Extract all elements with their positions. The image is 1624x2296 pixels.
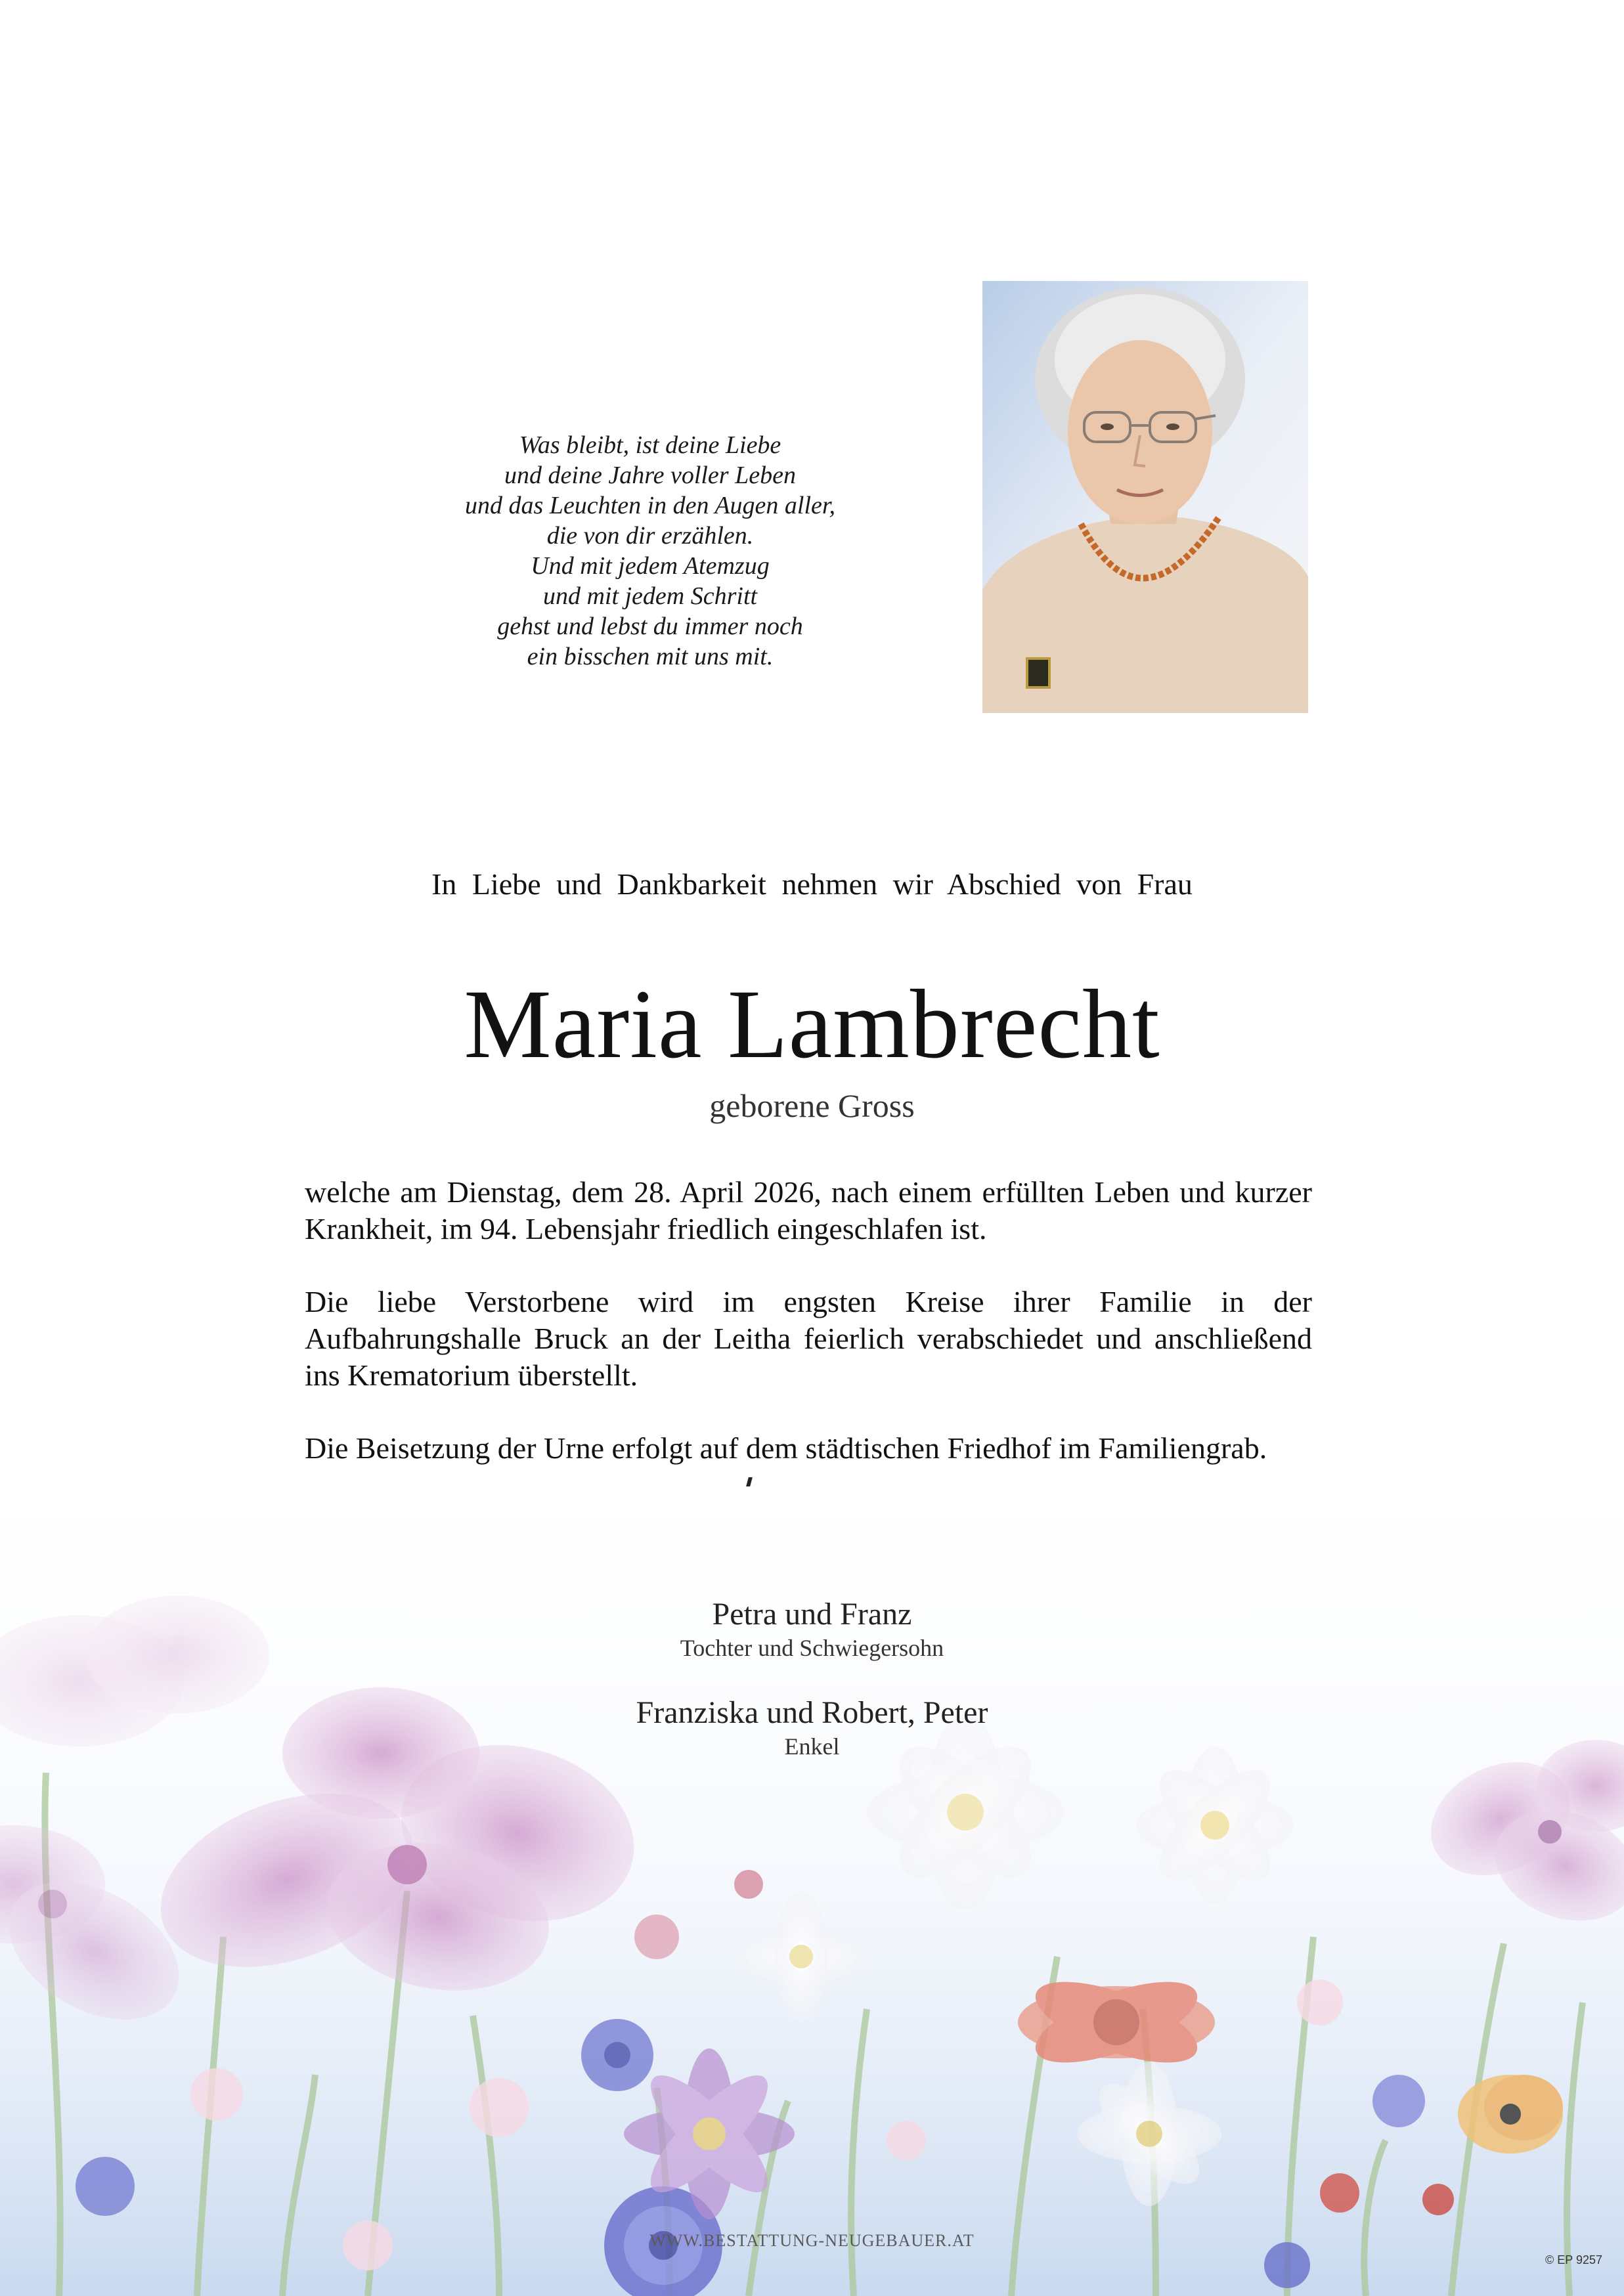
poem-line: und deine Jahre voller Leben xyxy=(504,462,796,489)
mourner-relation: Enkel xyxy=(784,1733,840,1760)
maiden-name: geborene Gross xyxy=(709,1087,915,1124)
memorial-poem xyxy=(394,430,906,672)
deceased-name: Maria Lambrecht xyxy=(464,970,1160,1079)
poem-line: Und mit jedem Atemzug xyxy=(531,552,770,580)
template-code: © EP 9257 xyxy=(1545,2253,1602,2266)
yellow-poppy xyxy=(1458,2075,1563,2154)
poem-line: und das Leuchten in den Augen aller, xyxy=(465,492,835,519)
funeral-home-website: WWW.BESTATTUNG-NEUGEBAUER.AT xyxy=(649,2231,975,2250)
mourner-names: Petra und Franz xyxy=(712,1597,912,1632)
poem-line: gehst und lebst du immer noch xyxy=(497,613,803,640)
poem-line: und mit jedem Schritt xyxy=(542,582,758,610)
poem-line: Was bleibt, ist deine Liebe xyxy=(519,431,781,459)
mourner-names: Franziska und Robert, Peter xyxy=(636,1695,988,1730)
burial-paragraph: Die Beisetzung der Urne erfolgt auf dem städtischen Friedhof im Familiengrab. xyxy=(305,1431,1267,1465)
mourner-group xyxy=(394,1694,1230,1761)
death-notice-paragraph: welche am Dienstag, dem 28. April 2026, nach einem erfüllten Leben und kurzer Krankheit, im 94. Lebensjahr friedlich eingeschlafen ist. xyxy=(305,1175,1312,1245)
mourner-group xyxy=(394,1595,1230,1662)
poem-line: ein bisschen mit uns mit. xyxy=(527,643,774,670)
farewell-paragraph: Die liebe Verstorbene wird im engsten Kreise ihrer Familie in der Aufbahrungshalle Bruck an der Leitha feierlich verabschiedet und anschließend ins Krematorium überstellt. xyxy=(305,1285,1312,1392)
intro-line: In Liebe und Dankbarkeit nehmen wir Abschied von Frau xyxy=(431,867,1193,901)
poem-line: die von dir erzählen. xyxy=(546,522,754,550)
portrait-photo xyxy=(982,281,1308,713)
mourner-relation: Tochter und Schwiegersohn xyxy=(680,1635,944,1661)
